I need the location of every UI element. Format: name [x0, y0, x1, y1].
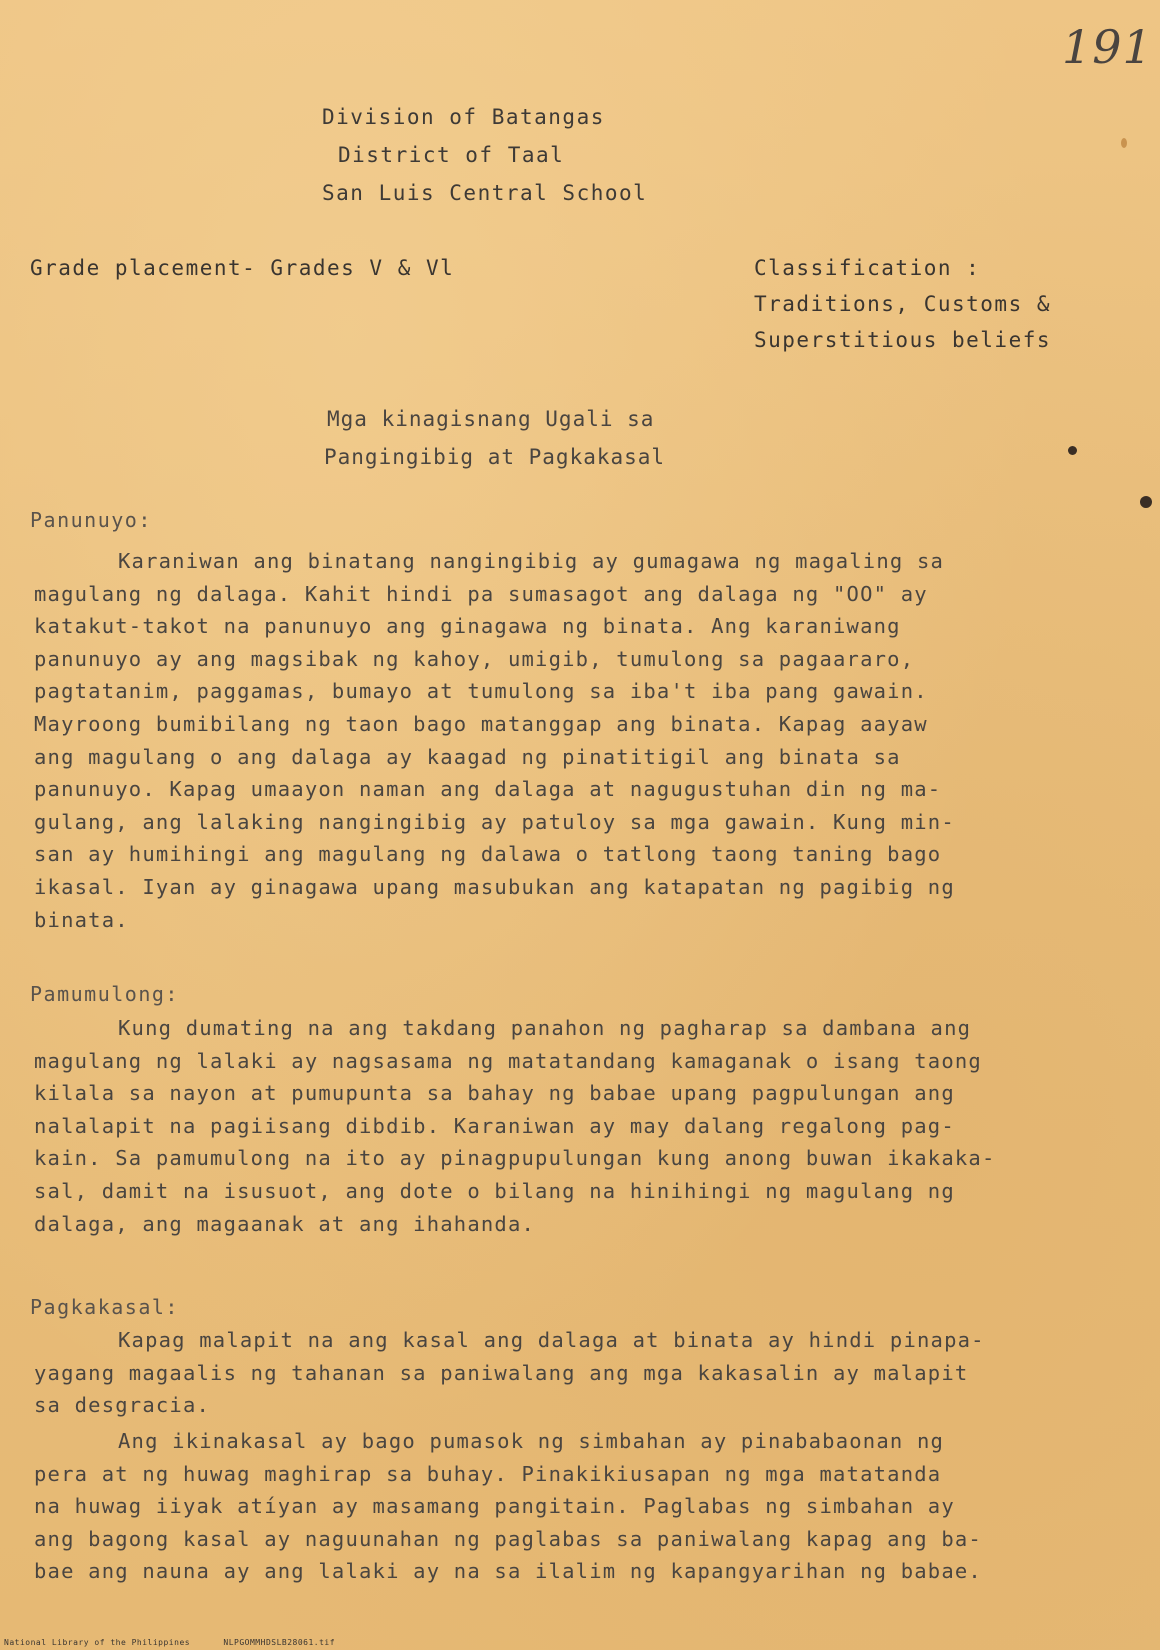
text-line: ang magulang o ang dalaga ay kaagad ng pinatitigil ang binata sa — [34, 744, 901, 769]
classification-value-1: Traditions, Customs & — [754, 292, 1052, 316]
text-line: sa desgracia. — [34, 1393, 211, 1418]
paragraph-pagkakasal-1 — [34, 1324, 1119, 1422]
footer-library: National Library of the Philippines — [4, 1638, 191, 1647]
division-line: Division of Batangas — [322, 105, 605, 129]
text-line: gulang, ang lalaking nangingibig ay patuloy sa mga gawain. Kung min- — [34, 809, 955, 834]
section-heading-panunuyo: Panunuyo: — [30, 508, 152, 532]
text-line: kilala sa nayon at pumupunta sa bahay ng babae upang pagpulungan ang — [34, 1081, 955, 1106]
text-line: na huwag iiyak atíyan ay masamang pangitain. Paglabas ng simbahan ay — [34, 1494, 955, 1519]
text-line: Karaniwan ang binatang nangingibig ay gumagawa ng magaling sa — [118, 549, 945, 573]
paragraph-pagkakasal-2 — [34, 1425, 1119, 1588]
district-line: District of Taal — [338, 143, 565, 167]
text-line: bae ang nauna ay ang lalaki ay na sa ilalim ng kapangyarihan ng babae. — [34, 1559, 982, 1584]
text-line: san ay humihingi ang magulang ng dalawa o tatlong taong taning bago — [34, 842, 942, 867]
text-line: panunuyo ay ang magsibak ng kahoy, umigib, tumulong sa pagaararo, — [34, 646, 915, 671]
title-line-1: Mga kinagisnang Ugali sa — [327, 407, 655, 431]
grade-placement: Grade placement- Grades V & Vl — [30, 256, 455, 280]
school-line: San Luis Central School — [322, 181, 648, 205]
text-line: Ang ikinakasal ay bago pumasok ng simbahan ay pinababaonan ng — [118, 1429, 945, 1453]
page-number: 191 — [1062, 20, 1153, 74]
text-line: magulang ng dalaga. Kahit hindi pa sumasagot ang dalaga ng "OO" ay — [34, 581, 928, 606]
text-line: panunuyo. Kapag umaayon naman ang dalaga at nagugustuhan din ng ma- — [34, 777, 942, 802]
text-line: magulang ng lalaki ay nagsasama ng matatandang kamaganak o isang taong — [34, 1048, 982, 1073]
paper-stain — [1121, 138, 1127, 148]
classification-label: Classification : — [754, 256, 981, 280]
text-line: Mayroong bumibilang ng taon bago matanggap ang binata. Kapag aayaw — [34, 711, 928, 736]
title-line-2: Pangingibig at Pagkakasal — [324, 445, 666, 469]
ink-spot — [1140, 496, 1152, 508]
text-line: katakut-takot na panunuyo ang ginagawa ng binata. Ang karaniwang — [34, 614, 901, 639]
paragraph-pamumulong — [34, 1012, 1119, 1240]
text-line: nalalapit na pagiisang dibdib. Karaniwan ay may dalang regalong pag- — [34, 1113, 955, 1138]
text-line: sal, damit na isusuot, ang dote o bilang na hinihingi ng magulang ng — [34, 1178, 955, 1203]
document-title — [324, 400, 665, 476]
classification-block — [754, 250, 1051, 358]
text-line: pera at ng huwag maghirap sa buhay. Pinakikiusapan ng mga matatanda — [34, 1461, 942, 1486]
text-line: ikasal. Iyan ay ginagawa upang masubukan ang katapatan ng pagibig ng — [34, 874, 955, 899]
text-line: pagtatanim, paggamas, bumayo at tumulong sa iba't iba pang gawain. — [34, 679, 928, 704]
text-line: yagang magaalis ng tahanan sa paniwalang ang mga kakasalin ay malapit — [34, 1360, 969, 1385]
text-line: Kapag malapit na ang kasal ang dalaga at binata ay hindi pinapa- — [118, 1328, 985, 1352]
ink-spot — [1068, 446, 1077, 455]
classification-value-2: Superstitious beliefs — [754, 328, 1052, 352]
section-heading-pagkakasal: Pagkakasal: — [30, 1295, 179, 1319]
section-heading-pamumulong: Pamumulong: — [30, 982, 179, 1006]
scan-footer — [4, 1638, 363, 1647]
text-line: kain. Sa pamumulong na ito ay pinagpupulungan kung anong buwan ikakaka- — [34, 1146, 996, 1171]
school-header — [322, 98, 647, 212]
paragraph-panunuyo — [34, 545, 1119, 936]
text-line: binata. — [34, 907, 129, 932]
text-line: ang bagong kasal ay naguunahan ng paglabas sa paniwalang kapag ang ba- — [34, 1526, 982, 1551]
text-line: dalaga, ang magaanak at ang ihahanda. — [34, 1211, 536, 1236]
footer-filename: NLPGOMMHDSLB28061.tif — [223, 1638, 336, 1647]
text-line: Kung dumating na ang takdang panahon ng pagharap sa dambana ang — [118, 1016, 972, 1040]
